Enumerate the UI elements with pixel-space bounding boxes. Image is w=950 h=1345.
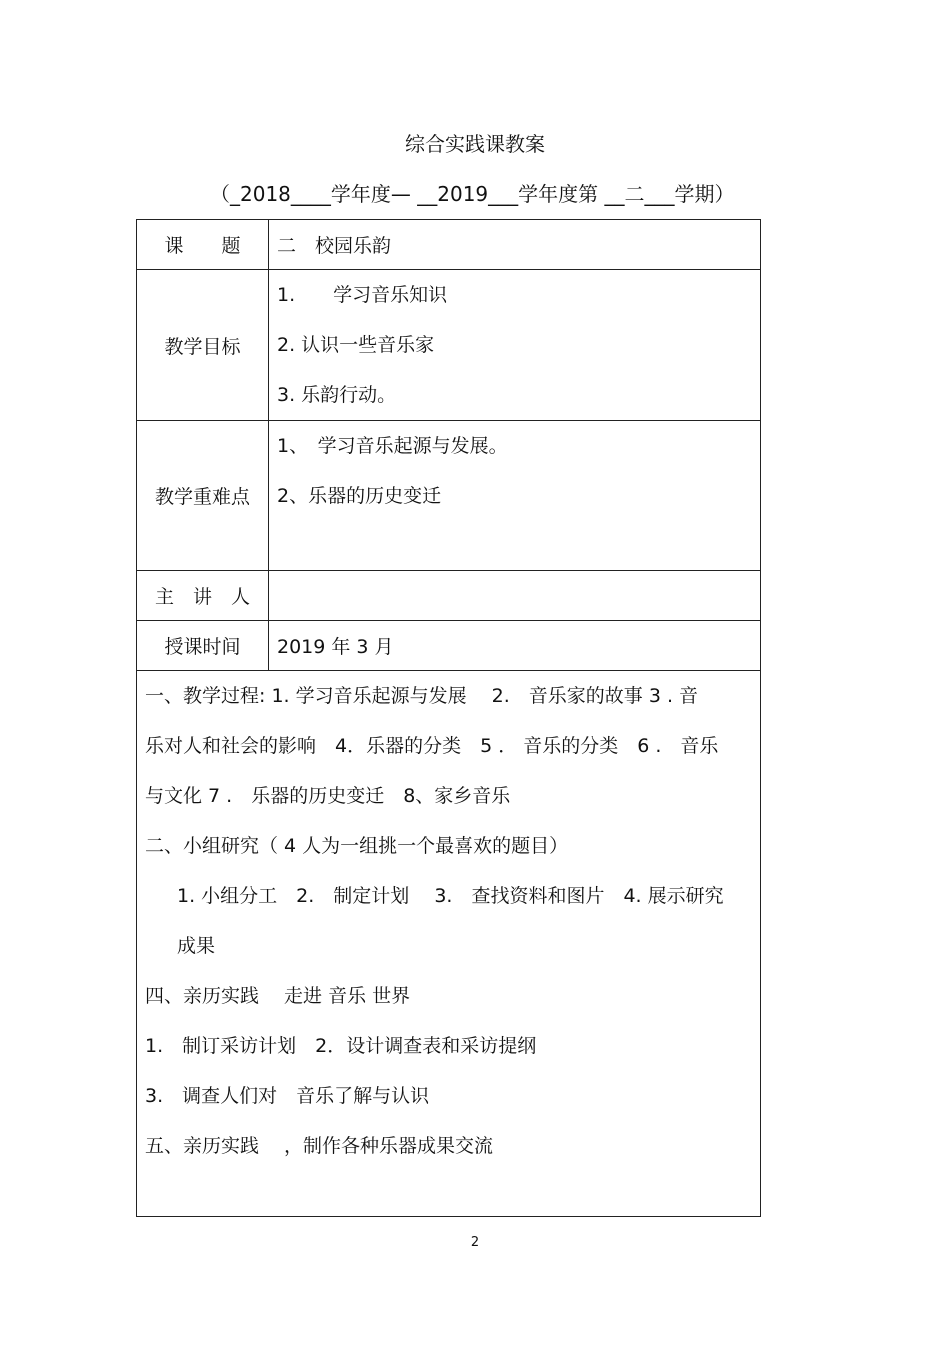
table-row: [137, 671, 761, 1217]
table-row: [137, 621, 761, 671]
process-line: 1. 小组分工 2. 制定计划 3. 查找资料和图片 4. 展示研究: [177, 885, 724, 907]
doc-subtitle: （_2018____学年度— __2019___学年度第 __二___学期）: [210, 182, 735, 206]
key-points-label: 教学重难点: [137, 421, 269, 571]
process-cell: [137, 671, 761, 1217]
process-line: 与文化 7 . 乐器的历史变迁 8、家乡音乐: [145, 785, 511, 807]
topic-value: 二 校园乐韵: [269, 220, 761, 270]
key-point-item: 2、乐器的历史变迁: [277, 485, 442, 507]
speaker-label: 主 讲 人: [137, 571, 269, 621]
key-point-item: 1、 学习音乐起源与发展。: [277, 435, 508, 457]
time-label: 授课时间: [137, 621, 269, 671]
process-line: 二、小组研究（ 4 人为一组挑一个最喜欢的题目）: [145, 835, 569, 857]
doc-title: 综合实践课教案: [405, 132, 545, 156]
page-number: 2: [470, 1235, 480, 1250]
time-value: 2019 年 3 月: [269, 621, 761, 671]
process-line: 成果: [177, 935, 216, 957]
table-row: [137, 220, 761, 270]
goal-item: 1. 学习音乐知识: [277, 284, 448, 306]
process-line: 四、亲历实践 走进 音乐 世界: [145, 985, 411, 1007]
key-points-cell: [269, 421, 761, 571]
table-row: [137, 571, 761, 621]
speaker-value: [269, 571, 761, 621]
table-row: [137, 421, 761, 571]
lesson-plan-table: [136, 219, 761, 1217]
process-line: 1. 制订采访计划 2．设计调查表和采访提纲: [145, 1035, 537, 1057]
goals-label: 教学目标: [137, 270, 269, 421]
goal-item: 2. 认识一些音乐家: [277, 334, 435, 356]
process-line: 五、亲历实践 ，制作各种乐器成果交流: [145, 1135, 494, 1157]
process-line: 一、教学过程: 1. 学习音乐起源与发展 2. 音乐家的故事 3 . 音: [145, 685, 699, 707]
topic-label: 课 题: [137, 220, 269, 270]
goal-item: 3. 乐韵行动。: [277, 384, 397, 406]
goals-cell: [269, 270, 761, 421]
process-line: 3. 调查人们对 音乐了解与认识: [145, 1085, 430, 1107]
process-line: 乐对人和社会的影响 4．乐器的分类 5 ． 音乐的分类 6 . 音乐: [145, 735, 719, 757]
table-row: [137, 270, 761, 421]
